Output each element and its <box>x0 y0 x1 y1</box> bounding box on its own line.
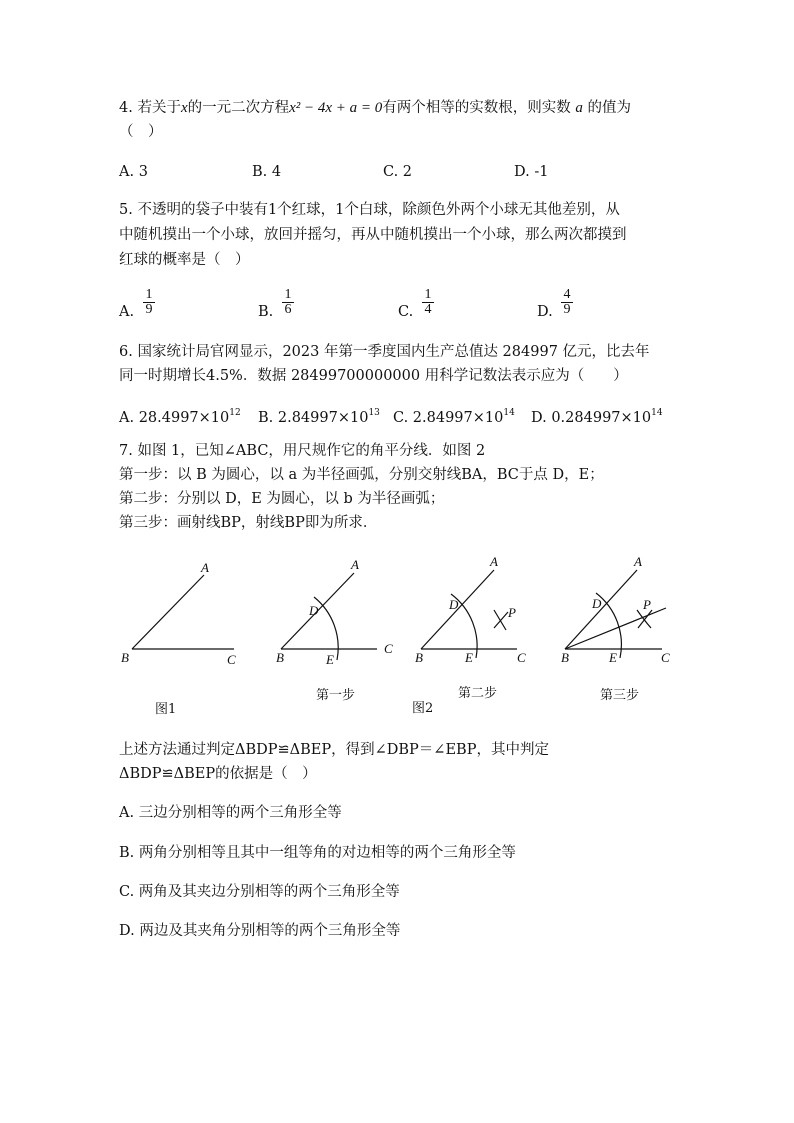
q7-figures <box>0 540 794 720</box>
step2-label-e: E <box>465 650 473 665</box>
step1-label-c: C <box>384 641 393 656</box>
q5-option-a-fraction: $\frac{1}{9}$ <box>143 288 155 317</box>
caption-step1: 第一步 <box>316 688 356 703</box>
q6-line-1: 6. 国家统计局官网显示，2023 年第一季度国内生产总值达 284997 亿元，比去年 <box>119 344 650 360</box>
q4-option-a[interactable]: A. 3 <box>119 164 148 180</box>
fig1-ray-ba <box>132 575 204 649</box>
caption-step3: 第三步 <box>600 688 640 703</box>
q7-after-line-2: ΔBDP≌ΔBEP的依据是（ ） <box>119 766 317 782</box>
step3-label-b: B <box>561 650 569 665</box>
caption-fig2: 图2 <box>412 701 434 716</box>
step1-label-b: B <box>276 650 284 665</box>
q4-stem-part3: 有两个相等的实数根，则实数 <box>382 100 571 116</box>
fig1-label-c: C <box>227 652 236 667</box>
q4-stem <box>119 98 631 118</box>
q5-line-3: 红球的概率是（ ） <box>119 252 250 268</box>
q4-stem-part1: 4. 若关于 <box>119 100 181 116</box>
step3-ray-bp <box>565 608 666 649</box>
step1-label-e: E <box>326 652 334 667</box>
step2-label-d: D <box>449 597 459 612</box>
q4-stem-part4: 的值为 <box>587 100 632 116</box>
step2-arc-from-d <box>494 610 506 630</box>
fig1-label-a: A <box>201 560 209 575</box>
caption-step2: 第二步 <box>458 686 498 701</box>
fig1-label-b: B <box>121 650 129 665</box>
q4-option-b[interactable]: B. 4 <box>252 164 282 180</box>
step1-label-a: A <box>351 557 359 572</box>
q5-option-d-fraction: $\frac{4}{9}$ <box>561 288 573 317</box>
q6-option-a[interactable]: A. $28.4997\times 10^{12}$ <box>119 408 241 426</box>
step1-label-d: D <box>309 603 319 618</box>
step2-label-b: B <box>415 650 423 665</box>
q6-option-b[interactable]: B. $2.84997\times 10^{13}$ <box>258 408 380 426</box>
q6-option-d[interactable]: D. $0.284997\times 10^{14}$ <box>531 408 663 426</box>
q4-stem-part2: 的一元二次方程 <box>187 100 290 116</box>
q7-after-line-1: 上述方法通过判定ΔBDP≌ΔBEP，得到∠DBP＝∠EBP，其中判定 <box>119 742 549 758</box>
q7-option-a[interactable]: A. 三边分别相等的两个三角形全等 <box>119 805 342 821</box>
q5-line-1: 5. 不透明的袋子中装有1个红球，1个白球，除颜色外两个小球无其他差别，从 <box>119 202 620 218</box>
step3-label-c: C <box>661 650 670 665</box>
step3-label-a: A <box>634 554 642 569</box>
q7-line-1: 7. 如图 1，已知∠ABC，用尺规作它的角平分线．如图 2 <box>119 443 486 459</box>
q5-option-a-label[interactable]: A. <box>119 304 135 320</box>
q5-option-c-fraction: $\frac{1}{4}$ <box>422 288 434 317</box>
step3-label-e: E <box>609 650 617 665</box>
q7-line-2: 第一步：以 B 为圆心，以 a 为半径画弧，分别交射线BA，BC于点 D，E； <box>119 467 604 483</box>
step2-label-c: C <box>517 650 526 665</box>
q7-option-c[interactable]: C. 两角及其夹边分别相等的两个三角形全等 <box>119 884 400 900</box>
q5-option-c-label[interactable]: C. <box>398 304 414 320</box>
q4-option-c[interactable]: C. 2 <box>383 164 413 180</box>
q6-option-c[interactable]: C. $2.84997\times 10^{14}$ <box>393 408 515 426</box>
q5-option-d-label[interactable]: D. <box>537 304 553 320</box>
q4-equation: x² − 4x + a = 0 <box>289 100 383 116</box>
caption-fig1: 图1 <box>155 702 177 717</box>
q7-option-b[interactable]: B. 两角分别相等且其中一组等角的对边相等的两个三角形全等 <box>119 845 516 861</box>
q5-line-2: 中随机摸出一个小球，放回并摇匀，再从中随机摸出一个小球，那么两次都摸到 <box>119 227 627 243</box>
q5-option-b-label[interactable]: B. <box>258 304 274 320</box>
q6-line-2: 同一时期增长4.5%．数据 28499700000000 用科学记数法表示应为（ ） <box>119 368 628 384</box>
q5-option-b-fraction: $\frac{1}{6}$ <box>282 288 294 317</box>
q4-answer-paren: （ ） <box>119 124 163 140</box>
q4-option-d[interactable]: D. -1 <box>514 164 549 180</box>
q7-line-4: 第三步：画射线BP，射线BP即为所求． <box>119 515 378 531</box>
q7-line-3: 第二步：分别以 D，E 为圆心，以 b 为半径画弧； <box>119 491 445 507</box>
q4-var-a: a <box>575 100 583 116</box>
q4-var-x: x <box>180 100 188 116</box>
step2-label-a: A <box>490 554 498 569</box>
q7-option-d[interactable]: D. 两边及其夹角分别相等的两个三角形全等 <box>119 923 401 939</box>
step3-label-p: P <box>643 597 651 612</box>
step2-label-p: P <box>508 605 516 620</box>
step3-label-d: D <box>592 596 602 611</box>
